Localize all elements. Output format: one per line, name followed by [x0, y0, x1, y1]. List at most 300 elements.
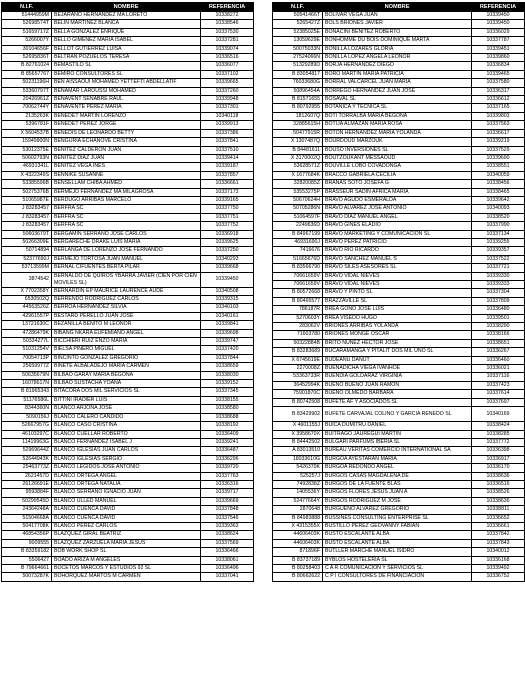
- nombre-cell: BILBAO SUSTACHA YOANA: [52, 380, 201, 388]
- referencia-cell: 10338546: [201, 20, 254, 28]
- header-nif: N.I.F.: [2, 3, 52, 12]
- nif-cell: 46931341L: [2, 163, 52, 171]
- referencia-cell: 10337751: [201, 213, 254, 221]
- nif-cell: 44563526Z: [2, 304, 52, 312]
- table-row: [2, 222, 254, 230]
- nif-cell: 27524066N: [273, 54, 323, 62]
- nombre-cell: BURGOA REDONDO ANGEL: [323, 464, 472, 472]
- referencia-cell: 10337116: [472, 373, 525, 381]
- referencia-cell: 10339152: [201, 380, 254, 388]
- nombre-cell: BEMIRO CONSULTORES SL: [52, 70, 201, 78]
- referencia-cell: 10339717: [201, 489, 254, 497]
- referencia-cell: 10339668: [201, 264, 254, 272]
- referencia-cell: 10339357: [472, 247, 525, 255]
- referencia-cell: 10340118: [201, 112, 254, 120]
- referencia-cell: 10337841: [201, 138, 254, 146]
- nif-cell: X 4601155J: [273, 422, 323, 430]
- nif-cell: 51444959M: [2, 12, 52, 20]
- referencia-cell: 10337304: [472, 289, 525, 297]
- nombre-cell: BLAZQUEZ GIRAL BEATRIZ: [52, 531, 201, 539]
- referencia-cell: 10336516: [472, 480, 525, 488]
- nif-cell: 52385025E: [273, 28, 323, 36]
- referencia-cell: 10340103: [201, 304, 254, 312]
- table-row: [2, 79, 254, 87]
- referencia-cell: 10337580: [472, 79, 525, 87]
- table-row: [273, 45, 525, 53]
- nombre-cell: BINCINTO GONZALEZ GREGORIO: [52, 354, 201, 362]
- nif-cell: 2270008Z: [273, 365, 323, 373]
- table-row: [2, 87, 254, 95]
- table-row: [273, 514, 525, 522]
- nombre-cell: BUENO OLMEDO BARBARA: [323, 390, 472, 398]
- table-row: [2, 380, 254, 388]
- table-row: [273, 489, 525, 497]
- nif-cell: B 82761024: [2, 62, 52, 70]
- table-row: [273, 104, 525, 112]
- referencia-cell: 10337250: [201, 247, 254, 255]
- table-row: [273, 365, 525, 373]
- table-row: [2, 54, 254, 62]
- nombre-cell: BRAVO MARKETING Y COMUNICACION SL: [323, 230, 472, 238]
- nif-cell: J 83283457: [2, 222, 52, 230]
- header-referencia: REFERENCIA: [472, 3, 525, 12]
- referencia-cell: 10339450: [201, 272, 254, 287]
- table-row: [273, 62, 525, 70]
- nif-cell: 51176586L: [2, 396, 52, 404]
- nombre-cell: BOTIJA ALMAZAN MARIA ROSA: [323, 121, 472, 129]
- table-row: [273, 20, 525, 28]
- referencia-cell: 10339913: [201, 121, 254, 129]
- referencia-cell: 10338659: [201, 363, 254, 371]
- referencia-cell: 10337529: [472, 146, 525, 154]
- nif-cell: 51659717Z: [2, 28, 52, 36]
- nif-cell: B 80792955: [273, 104, 323, 112]
- nombre-cell: BITACORA DOS MIL SERVICIOS SL: [52, 388, 201, 396]
- table-row: [273, 112, 525, 120]
- table-row: [273, 306, 525, 314]
- table-row: [273, 12, 525, 20]
- nif-cell: J 83283457: [2, 213, 52, 221]
- nif-cell: 36452994K: [273, 381, 323, 389]
- referencia-cell: 10337041: [201, 573, 254, 581]
- table-row: [273, 154, 525, 162]
- table-row: [2, 447, 254, 455]
- referencia-cell: 10337386: [201, 129, 254, 137]
- nombre-cell: BUSTILLO PEREZ GEOVANNY FABIAN: [323, 522, 472, 530]
- table-row: [2, 238, 254, 246]
- referencia-cell: 10337990: [472, 222, 525, 230]
- referencia-cell: 10339450: [472, 20, 525, 28]
- nif-cell: 24364248A: [2, 506, 52, 514]
- nif-cell: B 80572668: [273, 289, 323, 297]
- nif-cell: 52667957G: [2, 422, 52, 430]
- table-row: [2, 272, 254, 287]
- nif-cell: 51064597F: [273, 213, 323, 221]
- referencia-cell: 10339803: [472, 112, 525, 120]
- nombre-cell: BOTON HERNANDEZ MARIA YOLANDA: [323, 129, 472, 137]
- nombre-cell: BENGURIA ECHANOVE CRISTINA: [52, 138, 201, 146]
- header-nombre: NOMBRE: [52, 3, 201, 12]
- nombre-cell: BOSAVAL SL: [323, 96, 472, 104]
- referencia-cell: 10338030: [201, 371, 254, 379]
- table-row: [2, 213, 254, 221]
- nif-cell: 5266007Y: [2, 37, 52, 45]
- table-row: [273, 54, 525, 62]
- nombre-cell: BOCETOS MARCOS Y ESTUDIOS 92 SL: [52, 565, 201, 573]
- table-row: [2, 405, 254, 413]
- table-row: [273, 188, 525, 196]
- nif-cell: 70062744Y: [2, 104, 52, 112]
- referencia-cell: 10339720: [201, 464, 254, 472]
- nif-cell: 52695836T: [2, 54, 52, 62]
- referencia-cell: 10337546: [201, 514, 254, 522]
- nif-cell: B 83429902: [273, 407, 323, 422]
- nombre-cell: BREA GOÑO JOSE LUIS: [323, 306, 472, 314]
- table-row: [273, 87, 525, 95]
- nombre-cell: BERNALDO DE QUIROS YBARRA JAVIER (CIEN POR CIEN MOVILES SL): [52, 272, 201, 287]
- header-row: [273, 3, 525, 12]
- table-row: [2, 548, 254, 556]
- nif-cell: 5265427Z: [273, 20, 323, 28]
- referencia-cell: 10338526: [472, 489, 525, 497]
- nif-cell: 51504668A: [2, 514, 52, 522]
- table-row: [2, 70, 254, 78]
- table-row: [273, 314, 525, 322]
- nif-cell: 70661659V: [273, 281, 323, 289]
- nombre-cell: BLANCO CUENCA DAVID: [52, 506, 201, 514]
- nif-cell: 52477664Y: [273, 497, 323, 505]
- nif-cell: 5396781F: [2, 121, 52, 129]
- table-row: [273, 79, 525, 87]
- referencia-cell: 10338424: [472, 422, 525, 430]
- nif-cell: 50266309E: [2, 238, 52, 246]
- nif-cell: 6530502Q: [2, 296, 52, 304]
- referencia-cell: 10337102: [201, 70, 254, 78]
- nif-cell: 71603780: [273, 331, 323, 339]
- referencia-cell: 10338285: [472, 430, 525, 438]
- referencia-cell: 10337569: [201, 539, 254, 547]
- referencia-cell: 10339492: [472, 565, 525, 573]
- table-row: [2, 264, 254, 272]
- referencia-cell: 10339860: [472, 54, 525, 62]
- nif-cell: 5270603Y: [273, 314, 323, 322]
- nombre-cell: BOUSO INVERSIONES SL: [323, 146, 472, 154]
- table-row: [2, 565, 254, 573]
- nombre-cell: BILBAO GARAY MARIA BEGOÑA: [52, 371, 201, 379]
- table-row: [2, 62, 254, 70]
- nif-cell: 50073287K: [2, 573, 52, 581]
- table-row: [273, 464, 525, 472]
- table-row: [2, 312, 254, 320]
- table-row: [2, 247, 254, 255]
- table-row: [273, 281, 525, 289]
- table-row: [2, 129, 254, 137]
- nif-cell: 1812607Q: [273, 112, 323, 120]
- nombre-cell: BERDUGO ARRIBAS MARCELO: [52, 196, 201, 204]
- table-row: [273, 28, 525, 36]
- nif-cell: 47286479K: [2, 329, 52, 337]
- nif-cell: 15949900N: [2, 138, 52, 146]
- nombre-cell: BURGUEÑO ALVAREZ GREGORIO: [323, 506, 472, 514]
- nombre-cell: BLAZQUEZ ZARZUELA MARIA JESUS: [52, 539, 201, 547]
- nif-cell: 53360797T: [2, 87, 52, 95]
- nombre-cell: BOHORQUEZ MARTOS M CARMEN: [52, 573, 201, 581]
- referencia-cell: 10336168: [472, 556, 525, 564]
- nombre-cell: BRAÑAS SOTO JOSEFA G: [323, 180, 472, 188]
- referencia-cell: 10340508: [201, 287, 254, 295]
- referencia-cell: 10338290: [472, 323, 525, 331]
- nombre-cell: BORREGO HERNANDEZ JUAN JOSE: [323, 87, 472, 95]
- nombre-cell: BLANCO PEREZ CARLOS: [52, 522, 201, 530]
- referencia-cell: 10337563: [472, 121, 525, 129]
- table-row: [2, 96, 254, 104]
- table-row: [2, 480, 254, 488]
- table-row: [273, 37, 525, 45]
- nif-cell: 44606403K: [273, 539, 323, 547]
- nombre-cell: BLANCO ARJONA JOSE: [52, 405, 201, 413]
- referencia-cell: 10338688: [201, 413, 254, 421]
- referencia-cell: 10337809: [472, 297, 525, 305]
- table-row: [2, 506, 254, 514]
- table-row: [273, 348, 525, 356]
- nif-cell: 26126691E: [2, 480, 52, 488]
- table-row: [2, 413, 254, 421]
- nif-cell: X 1307487Q: [273, 138, 323, 146]
- nif-cell: 50231196H: [2, 79, 52, 87]
- nombre-cell: BONACINI BENITEZ ROBERTO: [323, 28, 472, 36]
- table-row: [2, 396, 254, 404]
- referencia-cell: 10336296: [201, 455, 254, 463]
- nombre-cell: BERFRA SC: [52, 222, 201, 230]
- nif-cell: 75901870C: [273, 390, 323, 398]
- table-row: [2, 171, 254, 179]
- nif-cell: 25463773Z: [2, 464, 52, 472]
- nombre-cell: BLANCO CALERO CANDIDO: [52, 413, 201, 421]
- nombre-cell: BEMASTILO SL: [52, 62, 201, 70]
- nif-cell: 8344360N: [2, 405, 52, 413]
- nif-cell: 51665676D: [273, 255, 323, 263]
- referencia-cell: 10336480: [472, 306, 525, 314]
- nombre-cell: BRASSEUR SADIN AFRICA MARIA: [323, 188, 472, 196]
- nif-cell: 871896F: [273, 548, 323, 556]
- referencia-cell: 10336267: [472, 348, 525, 356]
- table-row: [273, 455, 525, 463]
- nif-cell: B 84442502: [273, 438, 323, 446]
- nombre-cell: BRIONES MONGE OSCAR: [323, 331, 472, 339]
- nif-cell: 53553275P: [273, 188, 323, 196]
- table-row: [2, 514, 254, 522]
- nombre-cell: BEZANILLA BENITO M LEONOR: [52, 321, 201, 329]
- nif-cell: 32820085Z: [273, 180, 323, 188]
- referencia-cell: 10336317: [472, 87, 525, 95]
- referencia-cell: 10336516: [201, 54, 254, 62]
- referencia-cell: 10338811: [472, 506, 525, 514]
- nif-cell: 53628571Z: [273, 163, 323, 171]
- referencia-cell: 10338456: [472, 180, 525, 188]
- nombre-cell: BRAVO VIDAL NIEVES: [323, 272, 472, 280]
- nif-cell: 50541466T: [273, 12, 323, 20]
- table-row: [2, 438, 254, 446]
- table-row: [273, 205, 525, 213]
- referencia-cell: 10337345: [201, 388, 254, 396]
- table-row: [2, 388, 254, 396]
- table-row: [273, 331, 525, 339]
- nif-cell: B 80465577: [273, 297, 323, 305]
- nif-cell: B 79664661: [2, 565, 52, 573]
- table-row: [2, 531, 254, 539]
- nombre-cell: BORJA HERNANDEZ DIEGO: [323, 62, 472, 70]
- nombre-cell: BERGAMIN SERRANO JOSE CARLOS: [52, 230, 201, 238]
- table-row: [2, 104, 254, 112]
- referencia-cell: 10339363: [201, 522, 254, 530]
- nombre-cell: BELLA GONZALEZ ENRIQUE: [52, 28, 201, 36]
- table-row: [2, 497, 254, 505]
- referencia-cell: 10339315: [201, 296, 254, 304]
- referencia-cell: 10338636: [472, 497, 525, 505]
- nif-cell: 13059629E: [273, 37, 323, 45]
- nombre-cell: BIELSA PIÑERO MIGUEL: [52, 346, 201, 354]
- table-row: [273, 323, 525, 331]
- referencia-cell: 10337420: [201, 346, 254, 354]
- nombre-cell: BUSSINES CONSULTING ENTERPRISE SL: [323, 514, 472, 522]
- nif-cell: 2870648: [273, 506, 323, 514]
- nombre-cell: BRACCO GABRIELA CECILIA: [323, 171, 472, 179]
- nif-cell: 5426370K: [273, 464, 323, 472]
- nombre-cell: BENAMAR LAROUSSI MOHAMED: [52, 87, 201, 95]
- referencia-cell: 10336029: [472, 28, 525, 36]
- table-row: [273, 430, 525, 438]
- nombre-cell: BONILLA LOPEZ ANGELA LEONOR: [323, 54, 472, 62]
- nif-cell: 50670624H: [273, 196, 323, 204]
- referencia-cell: 10338465: [472, 188, 525, 196]
- right-table-body: [273, 12, 525, 582]
- nombre-cell: BRAVO SILES ASESORES SL: [323, 264, 472, 272]
- nombre-cell: BONHOMME DU BOIS DOMINIQUE MARTA: [323, 37, 472, 45]
- table-row: [273, 556, 525, 564]
- nif-cell: 50322884B: [273, 339, 323, 347]
- referencia-cell: 10337772: [472, 438, 525, 446]
- left-table-body: [2, 12, 254, 582]
- referencia-cell: 10339642: [472, 196, 525, 204]
- table-row: [2, 163, 254, 171]
- nif-cell: X 3170002Q: [273, 154, 323, 162]
- nif-cell: 53385596B: [2, 180, 52, 188]
- header-nombre: NOMBRE: [323, 3, 472, 12]
- nif-cell: 76033680G: [273, 79, 323, 87]
- referencia-cell: 10339465: [472, 70, 525, 78]
- nombre-cell: BRAVO AGUDO ESMERALDA: [323, 196, 472, 204]
- referencia-cell: 10338155: [201, 396, 254, 404]
- table-row: [273, 573, 525, 581]
- table-row: [2, 522, 254, 530]
- table-row: [273, 539, 525, 547]
- nombre-cell: BRAVO VIDAL NIEVES: [323, 281, 472, 289]
- table-row: [2, 121, 254, 129]
- referencia-cell: 10336398: [472, 447, 525, 455]
- referencia-cell: 10340093: [472, 205, 525, 213]
- nombre-cell: BOUVILLE LOBO COVADONGA: [323, 163, 472, 171]
- table-row: [273, 146, 525, 154]
- referencia-cell: 10340059: [472, 171, 525, 179]
- table-row: [2, 430, 254, 438]
- nombre-cell: BLANCO LEGIDOS JOSE ANTONIO: [52, 464, 201, 472]
- referencia-cell: 10338520: [472, 213, 525, 221]
- nif-cell: 52377690J: [2, 255, 52, 263]
- nombre-cell: C A R COMUNICACION Y SERVICIOS SL: [323, 565, 472, 573]
- referencia-cell: 10338166: [472, 331, 525, 339]
- nif-cell: B 83359182: [2, 548, 52, 556]
- table-row: [273, 264, 525, 272]
- left-column: [1, 2, 253, 582]
- referencia-cell: 10339414: [201, 154, 254, 162]
- nombre-cell: BIBANG NKARA EUFEMIANO ANGEL: [52, 329, 201, 337]
- nombre-cell: BLANCO ORTEGA ANGEL: [52, 472, 201, 480]
- nombre-cell: BRAVO Y PINTO SL: [323, 289, 472, 297]
- nif-cell: B 83283689: [273, 348, 323, 356]
- nombre-cell: BLANCO CUENCA DAVID: [52, 514, 201, 522]
- referencia-cell: 10338551: [472, 163, 525, 171]
- table-row: [2, 422, 254, 430]
- nif-cell: 5090156J: [2, 413, 52, 421]
- nombre-cell: BRAVO DIAZ MANUEL ANGEL: [323, 213, 472, 221]
- nombre-cell: BERFRA SC: [52, 205, 201, 213]
- nombre-cell: BUFETE AF Y ASOCIADOS SL: [323, 398, 472, 406]
- nombre-cell: BEN AISSAOUI MOHAMED YETTEFTI ABDELLATIF: [52, 79, 201, 87]
- table-row: [2, 188, 254, 196]
- referencia-cell: 10338580: [201, 405, 254, 413]
- referencia-cell: 10337848: [201, 506, 254, 514]
- referencia-cell: 10339074: [201, 45, 254, 53]
- nombre-cell: BENITEZ DIAZ JUAN: [52, 154, 201, 162]
- table-row: [2, 346, 254, 354]
- nombre-cell: BENNIKE SUSANNE: [52, 171, 201, 179]
- nombre-cell: BELLO GIMENEZ MARIA ISABEL: [52, 37, 201, 45]
- nombre-cell: BUTLLER MARCHE MANUEL ISIDRO: [323, 548, 472, 556]
- nif-cell: 9009555: [2, 539, 52, 547]
- nif-cell: 51329289D: [273, 62, 323, 70]
- nif-cell: 50603679T: [2, 230, 52, 238]
- table-row: [2, 371, 254, 379]
- nif-cell: B 81965343: [2, 388, 52, 396]
- nombre-cell: BESTARD PERELLO JUAN JOSE: [52, 312, 201, 320]
- nombre-cell: BLANCO FERNANDEZ ISABEL J: [52, 438, 201, 446]
- nombre-cell: BLANCO SERRANO IGNACIO JUAN: [52, 489, 201, 497]
- nombre-cell: BLANCO IGLESIAS SERGIO: [52, 455, 201, 463]
- referencia-cell: 10339747: [201, 338, 254, 346]
- nif-cell: 786187R: [273, 306, 323, 314]
- referencia-cell: 10337173: [201, 188, 254, 196]
- right-column: [272, 2, 524, 582]
- nif-cell: 7416676: [273, 247, 323, 255]
- table-row: [273, 356, 525, 364]
- table-row: [2, 338, 254, 346]
- nif-cell: 50714894: [2, 247, 52, 255]
- nif-cell: 32885615H: [273, 121, 323, 129]
- nombre-cell: BUENDIA GOLDARAZ VIRGINIA: [323, 373, 472, 381]
- referencia-cell: 10339451: [472, 45, 525, 53]
- referencia-cell: 10337787: [472, 37, 525, 45]
- nombre-cell: BUENADICHA VIEGA IVANHOE: [323, 365, 472, 373]
- table-row: [273, 196, 525, 204]
- referencia-cell: 10339165: [201, 196, 254, 204]
- referencia-cell: 10337510: [201, 146, 254, 154]
- nombre-cell: BUSTO ESCALANTE ALBA: [323, 539, 472, 547]
- nombre-cell: C P I CONSULTORES DE FINANCIACION: [323, 573, 472, 581]
- nif-cell: B 83566790: [273, 264, 323, 272]
- referencia-cell: 10337843: [472, 539, 525, 547]
- left-table: [1, 2, 254, 582]
- nif-cell: 52698574T: [2, 20, 52, 28]
